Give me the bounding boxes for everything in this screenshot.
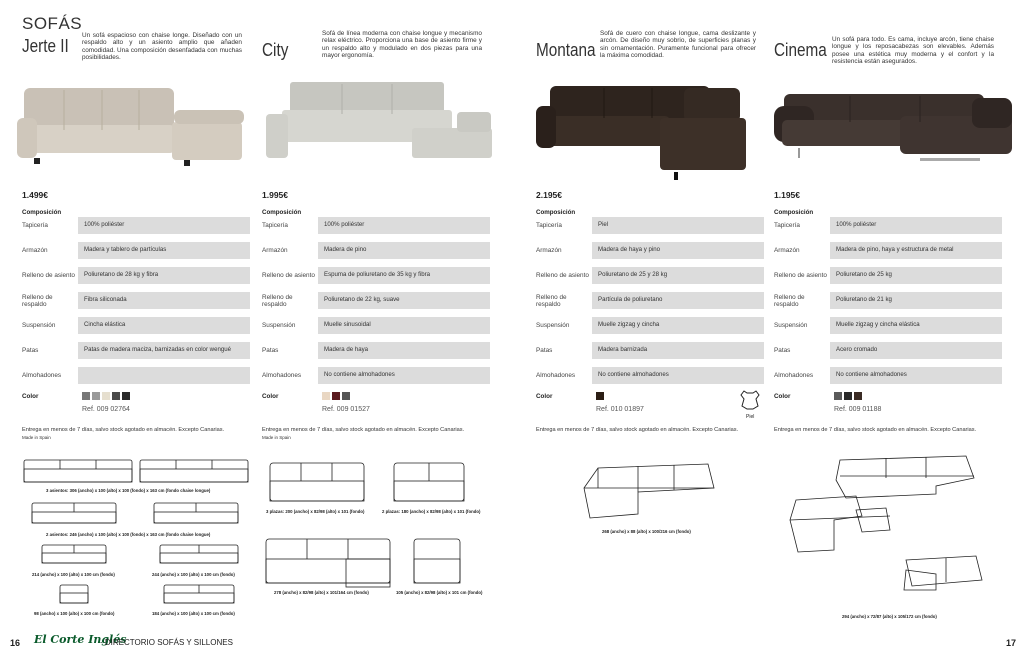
spec-label: Tapicería xyxy=(774,222,800,229)
spec-row xyxy=(536,290,764,311)
color-label: Color xyxy=(774,392,791,400)
product-description-jerte: Un sofá espacioso con chaise longe. Diseñado con un respaldo alto y un asiento amplio que añaden comodidad. Una composición desenfadada con muchas posibilidades. xyxy=(82,32,242,62)
spec-label: Suspensión xyxy=(536,322,570,329)
spec-label: Patas xyxy=(22,347,39,354)
spec-value: Patas de madera maciza, barnizadas en color wengué xyxy=(78,342,250,359)
spec-label: Armazón xyxy=(262,247,288,254)
spec-label: Patas xyxy=(536,347,553,354)
product-ref-montana: Ref. 010 01897 xyxy=(596,406,644,413)
right-page xyxy=(512,0,1024,658)
dimension-label: 98 (ancho) x 100 (alto) x 100 cm (fondo) xyxy=(34,611,115,616)
made-in-spain: Made in Spain xyxy=(262,435,291,440)
leather-label: Piel xyxy=(746,414,755,420)
spec-row xyxy=(774,315,1002,336)
spec-value: 100% poliéster xyxy=(78,217,250,234)
composition-heading: Composición xyxy=(536,209,576,216)
spec-row xyxy=(22,315,250,336)
color-swatch[interactable] xyxy=(112,392,120,400)
spec-row xyxy=(22,290,250,311)
spec-row xyxy=(262,265,490,286)
spec-label: Tapicería xyxy=(536,222,562,229)
dimension-label: 268 (ancho) x 88 (alto) x 100/216 cm (fondo) xyxy=(602,529,691,534)
spec-value: Muelle zigzag y cincha xyxy=(592,317,764,334)
spec-value: Poliuretano de 22 kg, suave xyxy=(318,292,490,309)
color-swatches[interactable] xyxy=(322,387,352,405)
dimension-diagrams-city xyxy=(262,455,498,605)
spec-row xyxy=(536,315,764,336)
dimension-label: 3 asientos: 306 (ancho) x 100 (alto) x 100 (fondo) x 163 cm (fondo chaise longue) xyxy=(46,488,211,493)
spec-row xyxy=(22,365,250,386)
spec-value: Muelle sinusoidal xyxy=(318,317,490,334)
spec-table-jerte xyxy=(22,215,250,413)
color-swatch[interactable] xyxy=(322,392,330,400)
spec-value: Madera barnizada xyxy=(592,342,764,359)
product-description-montana: Sofá de cuero con chaise longue, cama deslizante y arcón. De diseño muy sobrio, de superficies planas y sin ornamentación. Puramente funcional para ofrecer la máxima comodidad. xyxy=(600,30,756,60)
spec-row xyxy=(536,340,764,361)
product-photo-jerte xyxy=(14,80,250,175)
spec-value: Fibra siliconada xyxy=(78,292,250,309)
spec-label: Armazón xyxy=(536,247,562,254)
spec-value: No contiene almohadones xyxy=(318,367,490,384)
spec-row xyxy=(262,315,490,336)
spec-value: Muelle zigzag y cincha elástica xyxy=(830,317,1002,334)
spec-row xyxy=(262,240,490,261)
spec-label: Relleno de asiento xyxy=(536,272,589,279)
spec-label: Patas xyxy=(774,347,791,354)
spec-table-city xyxy=(262,215,490,413)
spec-label: Relleno de respaldo xyxy=(262,293,293,308)
dimension-label: 105 (ancho) x 82/98 (alto) x 101 cm (fondo) xyxy=(396,590,483,595)
spec-row xyxy=(22,240,250,261)
color-swatch[interactable] xyxy=(834,392,842,400)
dimension-label: 244 (ancho) x 100 (alto) x 100 cm (fondo) xyxy=(152,572,235,577)
spec-value: Poliuretano de 25 y 28 kg xyxy=(592,267,764,284)
spec-row xyxy=(774,365,1002,386)
color-swatch[interactable] xyxy=(844,392,852,400)
color-swatch[interactable] xyxy=(854,392,862,400)
spec-label: Relleno de asiento xyxy=(774,272,827,279)
spec-value: Espuma de poliuretano de 35 kg y fibra xyxy=(318,267,490,284)
product-ref-jerte: Ref. 009 02764 xyxy=(82,406,130,413)
product-name-city: City xyxy=(262,40,289,60)
color-swatches[interactable] xyxy=(596,387,606,405)
spec-value: Partícula de poliuretano xyxy=(592,292,764,309)
spec-label: Relleno de asiento xyxy=(262,272,315,279)
color-row xyxy=(22,390,250,402)
color-swatches[interactable] xyxy=(834,387,864,405)
spec-label: Tapicería xyxy=(22,222,48,229)
spec-value: Madera de haya xyxy=(318,342,490,359)
spec-row xyxy=(536,240,764,261)
dimension-label: 294 (ancho) x 72/87 (alto) x 105/172 cm (fondo) xyxy=(842,614,937,619)
spec-value: No contiene almohadones xyxy=(592,367,764,384)
product-name-montana: Montana xyxy=(536,40,596,60)
spec-label: Relleno de respaldo xyxy=(536,293,567,308)
spec-value: Acero cromado xyxy=(830,342,1002,359)
spec-row xyxy=(774,240,1002,261)
spec-row xyxy=(536,215,764,236)
product-photo-cinema xyxy=(770,88,1014,180)
product-ref-city: Ref. 009 01527 xyxy=(322,406,370,413)
color-row xyxy=(774,390,1002,402)
spec-value: Poliuretano de 21 kg xyxy=(830,292,1002,309)
delivery-note: Entrega en menos de 7 días, salvo stock agotado en almacén. Excepto Canarias. xyxy=(262,427,465,433)
spec-label: Relleno de asiento xyxy=(22,272,75,279)
product-name-jerte: Jerte II xyxy=(22,36,69,56)
page-number-right: 17 xyxy=(1006,638,1017,648)
spec-row xyxy=(262,215,490,236)
spec-row xyxy=(774,215,1002,236)
spec-value: 100% poliéster xyxy=(830,217,1002,234)
spec-row xyxy=(774,290,1002,311)
spec-label: Almohadones xyxy=(22,372,62,379)
dimension-label: 184 (ancho) x 100 (alto) x 100 cm (fondo) xyxy=(152,611,235,616)
delivery-note: Entrega en menos de 7 días, salvo stock agotado en almacén. Excepto Canarias. xyxy=(22,427,225,433)
composition-heading: Composición xyxy=(22,209,62,216)
spec-label: Armazón xyxy=(774,247,800,254)
dimension-label: 2 plazas: 180 (ancho) x 82/98 (alto) x 101 (fondo) xyxy=(382,509,481,514)
spec-label: Suspensión xyxy=(22,322,56,329)
spec-row xyxy=(262,340,490,361)
made-in-spain: Made in Spain xyxy=(22,435,51,440)
spec-value: Poliuretano de 25 kg xyxy=(830,267,1002,284)
product-description-city: Sofá de línea moderna con chaise longue y mecanismo relax eléctrico. Proporciona una base de asiento firme y un respaldo alto y modulado en dos piezas para una mayor ergonomía. xyxy=(322,30,482,60)
color-swatch[interactable] xyxy=(342,392,350,400)
spec-value: Madera de pino, haya y estructura de metal xyxy=(830,242,1002,259)
composition-heading: Composición xyxy=(774,209,814,216)
product-photo-montana xyxy=(534,80,754,184)
composition-heading: Composición xyxy=(262,209,302,216)
color-label: Color xyxy=(262,392,279,400)
color-swatch[interactable] xyxy=(92,392,100,400)
spec-row xyxy=(536,265,764,286)
product-price-jerte: 1.499€ xyxy=(22,190,48,200)
color-row xyxy=(536,390,764,402)
spec-value: Poliuretano de 28 kg y fibra xyxy=(78,267,250,284)
product-price-cinema: 1.195€ xyxy=(774,190,800,200)
color-label: Color xyxy=(22,392,39,400)
color-row xyxy=(262,390,490,402)
color-swatch[interactable] xyxy=(82,392,90,400)
product-price-city: 1.995€ xyxy=(262,190,288,200)
spec-row xyxy=(536,365,764,386)
product-photo-city xyxy=(262,80,498,170)
spec-row xyxy=(22,340,250,361)
page-number-left: 16 xyxy=(10,638,21,648)
spec-label: Relleno de respaldo xyxy=(774,293,805,308)
dimension-label: 278 (ancho) x 82/98 (alto) x 101/164 cm (fondo) xyxy=(274,590,369,595)
delivery-note: Entrega en menos de 7 días, salvo stock agotado en almacén. Excepto Canarias. xyxy=(536,427,739,433)
spec-label: Almohadones xyxy=(536,372,576,379)
spec-value: Madera de haya y pino xyxy=(592,242,764,259)
product-description-cinema: Un sofá para todo. Es cama, incluye arcón, tiene chaise longue y los reposacabezas son elevables. Además posee una estética muy moderna y el confort y la resistencia están asegurados. xyxy=(832,36,994,66)
brand-logo: El Corte Inglés xyxy=(34,633,127,646)
spec-row xyxy=(774,265,1002,286)
spec-label: Patas xyxy=(262,347,279,354)
spec-value xyxy=(78,367,250,384)
spec-label: Suspensión xyxy=(262,322,296,329)
spec-value: 100% poliéster xyxy=(318,217,490,234)
spec-value: Madera y tablero de partículas xyxy=(78,242,250,259)
spec-value: No contiene almohadones xyxy=(830,367,1002,384)
section-title: SOFÁS xyxy=(22,14,83,33)
dimension-label: 3 plazas: 200 (ancho) x 82/98 (alto) x 101 (fondo) xyxy=(266,509,365,514)
color-swatch[interactable] xyxy=(332,392,340,400)
spec-label: Almohadones xyxy=(262,372,302,379)
product-name-cinema: Cinema xyxy=(774,40,827,60)
spec-row xyxy=(774,340,1002,361)
spec-row xyxy=(22,215,250,236)
color-swatch[interactable] xyxy=(596,392,604,400)
dimension-label: 214 (ancho) x 100 (alto) x 100 cm (fondo) xyxy=(32,572,115,577)
spec-row xyxy=(262,290,490,311)
dimension-diagram-montana xyxy=(578,458,718,528)
delivery-note: Entrega en menos de 7 días, salvo stock agotado en almacén. Excepto Canarias. xyxy=(774,427,977,433)
spec-row xyxy=(22,265,250,286)
spec-label: Almohadones xyxy=(774,372,814,379)
product-price-montana: 2.195€ xyxy=(536,190,562,200)
leather-icon xyxy=(738,388,762,412)
spec-label: Suspensión xyxy=(774,322,808,329)
color-label: Color xyxy=(536,392,553,400)
spec-label: Tapicería xyxy=(262,222,288,229)
spec-table-montana xyxy=(536,215,764,413)
spec-row xyxy=(262,365,490,386)
spec-table-cinema xyxy=(774,215,1002,413)
directory-title: · DIRECTORIO SOFÁS Y SILLONES xyxy=(100,638,233,647)
product-ref-cinema: Ref. 009 01188 xyxy=(834,406,882,413)
color-swatches[interactable] xyxy=(82,387,132,405)
color-swatch[interactable] xyxy=(102,392,110,400)
dimension-diagrams-cinema xyxy=(786,450,1006,610)
dimension-label: 2 asientos: 246 (ancho) x 100 (alto) x 100 (fondo) x 163 cm (fondo chaise longue) xyxy=(46,532,211,537)
spec-value: Piel xyxy=(592,217,764,234)
spec-value: Madera de pino xyxy=(318,242,490,259)
color-swatch[interactable] xyxy=(122,392,130,400)
spec-label: Armazón xyxy=(22,247,48,254)
spec-label: Relleno de respaldo xyxy=(22,293,53,308)
spec-value: Cincha elástica xyxy=(78,317,250,334)
